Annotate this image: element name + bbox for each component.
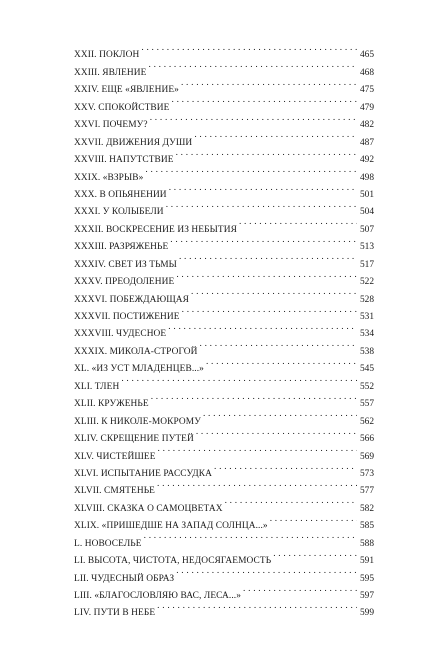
toc-entry-page: 597 (359, 591, 374, 601)
toc-entry-page: 595 (359, 573, 374, 584)
toc-dot-leader (203, 406, 357, 423)
toc-dot-leader (151, 389, 357, 406)
toc-dot-leader (171, 92, 356, 109)
toc-dot-leader (270, 511, 357, 528)
toc-dot-leader (176, 267, 357, 284)
toc-entry-page: 468 (359, 67, 374, 78)
toc-entry-title: XXXIV. СВЕТ ИЗ ТЬМЫ (74, 259, 177, 270)
toc-dot-leader (150, 110, 357, 127)
toc-entry-title: XLVII. СМЯТЕНЬЕ (74, 486, 156, 497)
toc-entry-page: 557 (359, 399, 374, 410)
toc-dot-leader (176, 145, 357, 162)
toc-dot-leader (149, 57, 357, 74)
toc-entry-title: XXIV. ЕЩЕ «ЯВЛЕНИЕ» (74, 85, 179, 96)
toc-dot-leader (169, 180, 357, 197)
toc-entry-title: XLIV. СКРЕЩЕНИЕ ПУТЕЙ (74, 434, 194, 445)
toc-entry-page: 498 (359, 172, 374, 183)
toc-entry-title: LI. ВЫСОТА, ЧИСТОТА, НЕДОСЯГАЕМОСТЬ (74, 556, 272, 567)
toc-entry-title: XLIX. «ПРИШЕДШЕ НА ЗАПАД СОЛНЦА...» (74, 521, 268, 532)
toc-entry-title: XXV. СПОКОЙСТВИЕ (74, 102, 170, 113)
toc-entry-title: XXXV. ПРЕОДОЛЕНИЕ (74, 277, 175, 288)
toc-entry-page: 479 (359, 102, 374, 113)
toc-entry-page: 585 (359, 521, 374, 532)
toc-dot-leader (191, 284, 357, 301)
toc-entry-title: XXIX. «ВЗРЫВ» (74, 172, 144, 183)
toc-entry-title: XXVIII. НАПУТСТВИЕ (74, 155, 174, 166)
toc-entry-page: 573 (359, 468, 374, 479)
toc-entry-page: 588 (359, 538, 374, 549)
toc-entry-page: 492 (359, 155, 374, 166)
toc-dot-leader (243, 581, 357, 598)
toc-entry-page: 487 (359, 137, 374, 148)
toc-entry-page: 531 (359, 312, 374, 322)
toc-dot-leader (225, 493, 357, 510)
toc-dot-leader (168, 319, 357, 336)
toc-dot-leader (170, 232, 357, 249)
toc-entry-title: XXXII. ВОСКРЕСЕНИЕ ИЗ НЕБЫТИЯ (74, 224, 237, 235)
toc-entry-title: XLII. КРУЖЕНЬЕ (74, 399, 149, 410)
toc-dot-leader (157, 598, 357, 615)
toc-dot-leader (182, 302, 357, 319)
toc-entry-title: XXXVI. ПОБЕЖДАЮЩАЯ (74, 294, 190, 305)
toc-entry-title: XLV. ЧИСТЕЙШЕЕ (74, 451, 156, 462)
toc-entry-title: XXVI. ПОЧЕМУ? (74, 120, 148, 131)
toc-dot-leader (199, 336, 356, 353)
toc-entry-page: 482 (359, 120, 374, 131)
toc-entry (74, 40, 374, 61)
toc-entry-page: 475 (359, 85, 374, 96)
toc-entry-title: XXXIX. МИКОЛА-СТРОГОЙ (74, 346, 198, 357)
toc-dot-leader (157, 476, 357, 493)
toc-entry-title: LIII. «БЛАГОСЛОВЛЯЮ ВАС, ЛЕСА...» (74, 591, 242, 601)
toc-entry-page: 552 (359, 381, 374, 392)
toc-entry-page: 538 (359, 346, 374, 357)
toc-entry-page: 582 (359, 503, 374, 514)
toc-entry-page: 504 (359, 207, 374, 218)
toc-dot-leader (176, 563, 357, 580)
toc-entry-title: LII. ЧУДЕСНЫЙ ОБРАЗ (74, 573, 175, 584)
toc-entry-title: XXXIII. РАЗРЯЖЕНЬЕ (74, 242, 169, 253)
toc-dot-leader (121, 371, 357, 388)
toc-entry-page: 562 (359, 416, 374, 427)
toc-entry-title: XLVIII. СКАЗКА О САМОЦВЕТАХ (74, 503, 223, 514)
toc-entry-page: 599 (359, 608, 374, 619)
toc-entry-page: 501 (359, 189, 374, 200)
toc-dot-leader (166, 197, 357, 214)
toc-dot-leader (239, 214, 357, 231)
toc-entry-title: XXII. ПОКЛОН (74, 50, 140, 61)
toc-entry-page: 528 (359, 294, 374, 305)
toc-dot-leader (179, 249, 357, 266)
toc-dot-leader (196, 424, 357, 441)
toc-dot-leader (141, 40, 357, 57)
toc-entry-title: XXIII. ЯВЛЕНИЕ (74, 67, 147, 78)
toc-entry-page: 591 (359, 556, 374, 567)
toc-entry-page: 507 (359, 224, 374, 235)
toc-dot-leader (145, 162, 357, 179)
toc-entry-title: XXXI. У КОЛЫБЕЛИ (74, 207, 164, 218)
toc-entry-title: L. НОВОСЕЛЬЕ (74, 538, 142, 549)
toc-entry-title: XXVII. ДВИЖЕНИЯ ДУШИ (74, 137, 193, 148)
toc-entry-page: 569 (359, 451, 374, 462)
toc-dot-leader (158, 441, 357, 458)
toc-dot-leader (206, 354, 357, 371)
toc-entry-page: 517 (359, 259, 374, 270)
toc-dot-leader (144, 528, 357, 545)
toc-entry-title: XLIII. К НИКОЛЕ-МОКРОМУ (74, 416, 201, 427)
table-of-contents (74, 40, 374, 619)
toc-dot-leader (214, 459, 357, 476)
toc-entry-title: XXXVII. ПОСТИЖЕНИЕ (74, 312, 180, 322)
toc-dot-leader (194, 127, 357, 144)
toc-dot-leader (273, 546, 357, 563)
toc-entry-page: 465 (359, 50, 374, 61)
toc-entry-title: XL. «ИЗ УСТ МЛАДЕНЦЕВ...» (74, 364, 204, 375)
toc-entry-title: XXXVIII. ЧУДЕСНОЕ (74, 329, 167, 340)
toc-entry-page: 522 (359, 277, 374, 288)
toc-entry-title: LIV. ПУТИ В НЕБЕ (74, 608, 156, 619)
toc-entry-page: 513 (359, 242, 374, 253)
toc-entry-title: XLVI. ИСПЫТАНИЕ РАССУДКА (74, 468, 213, 479)
toc-dot-leader (181, 75, 357, 92)
toc-entry-page: 577 (359, 486, 374, 497)
toc-entry-title: XXX. В ОПЬЯНЕНИИ (74, 189, 167, 200)
toc-entry-page: 534 (359, 329, 374, 340)
toc-entry-title: XLI. ТЛЕН (74, 381, 120, 392)
toc-entry-page: 545 (359, 364, 374, 375)
toc-entry-page: 566 (359, 434, 374, 445)
